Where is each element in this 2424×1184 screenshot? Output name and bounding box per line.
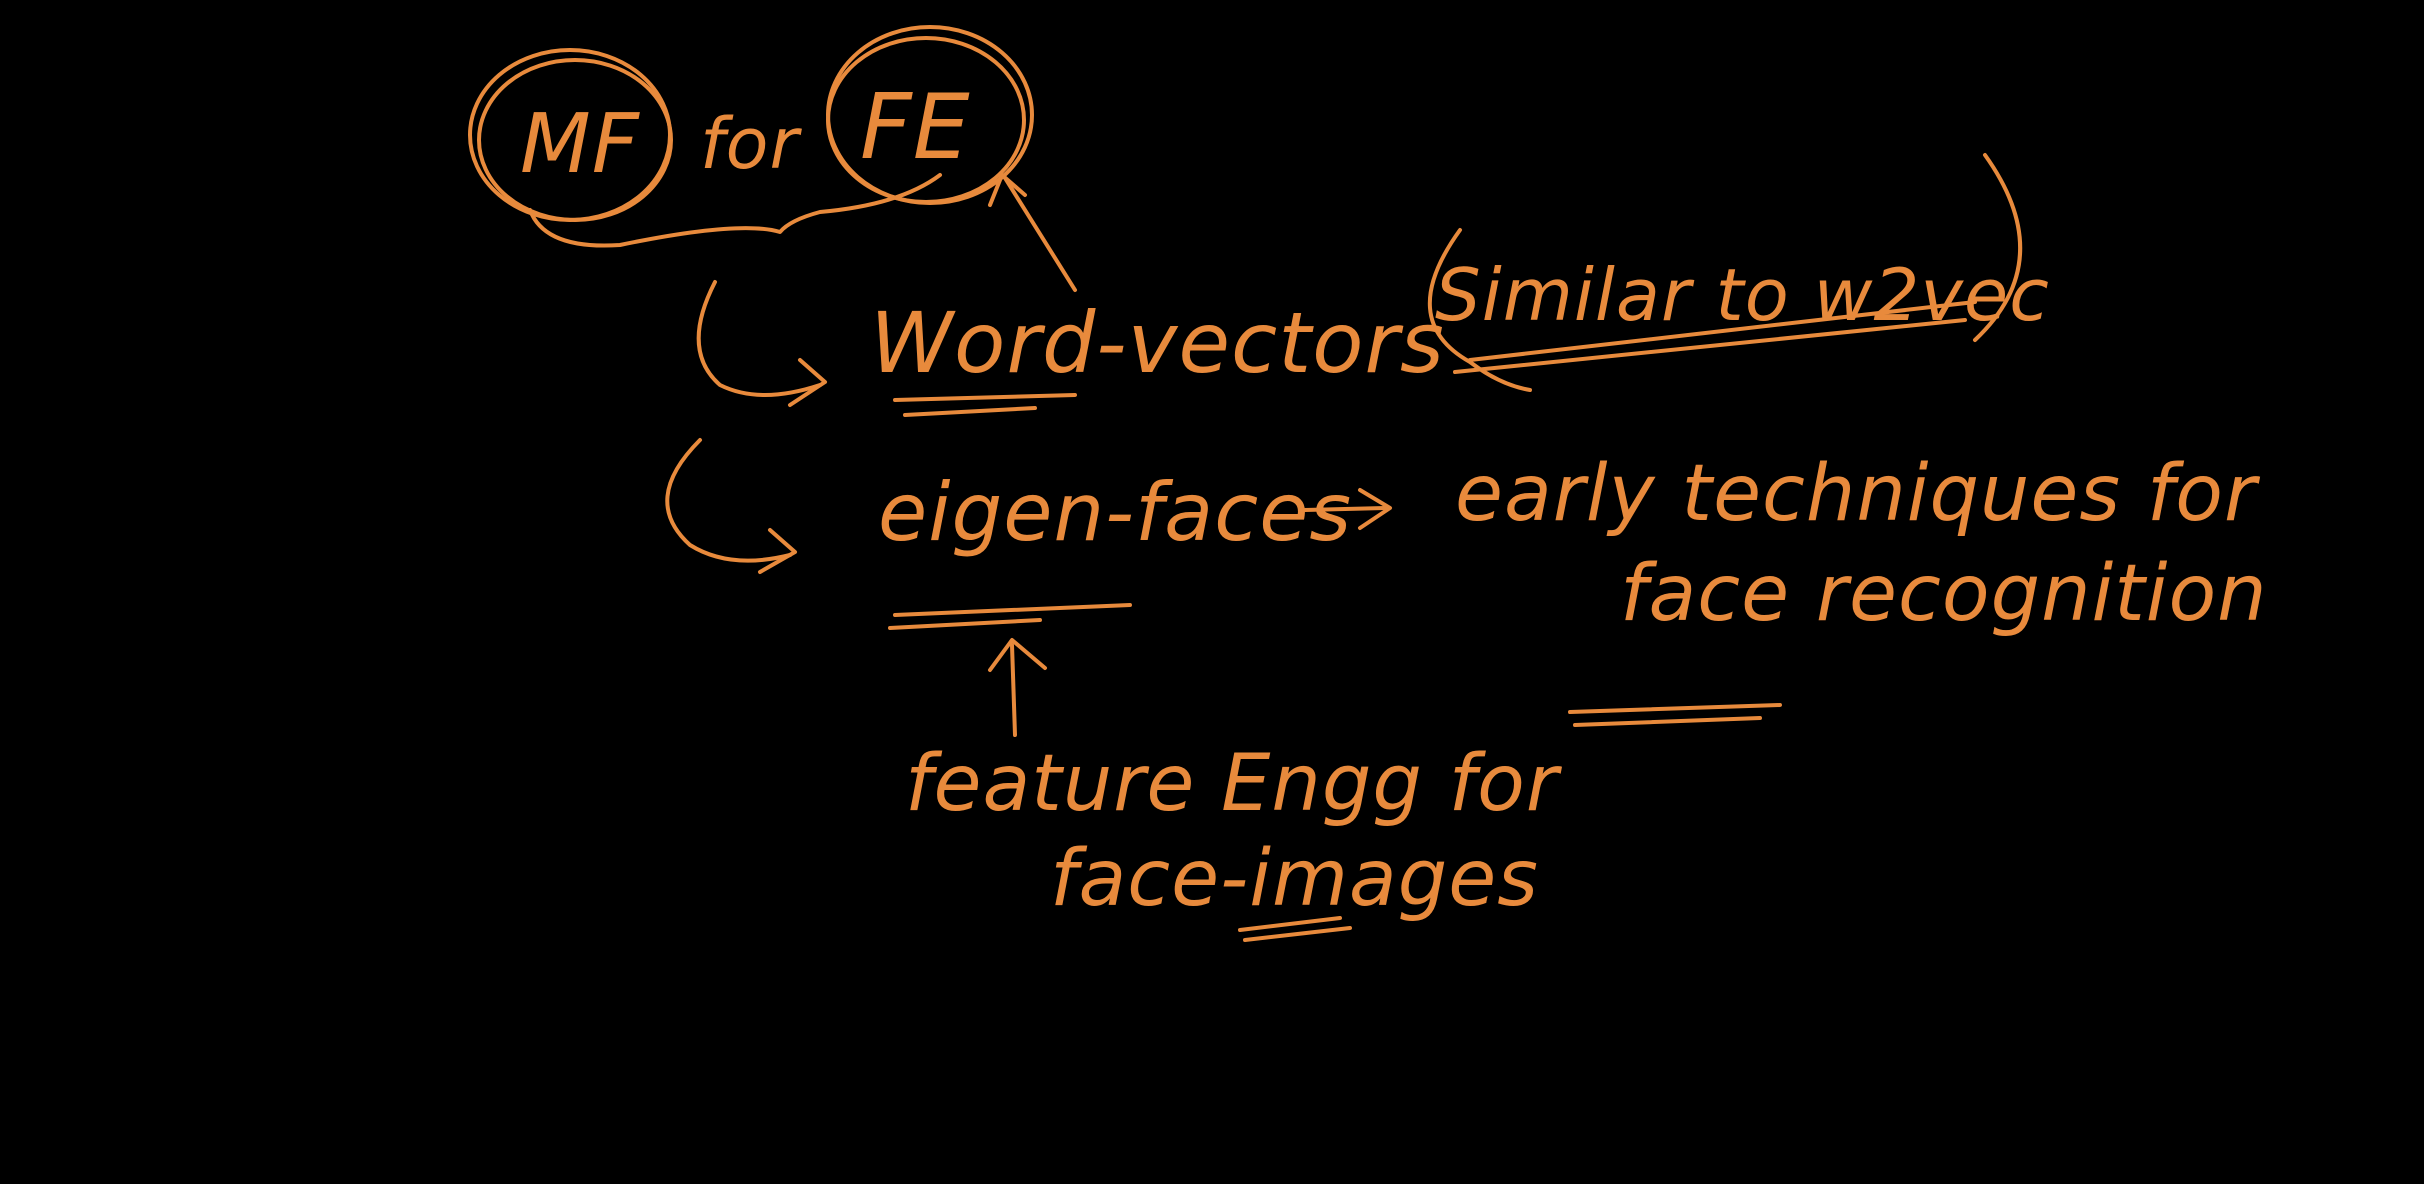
feature-engg-label: feature Engg for [905,739,1559,829]
hook-arrow-head-icon [790,360,825,405]
word-vectors-label: Word-vectors [870,294,1445,392]
images-underline-2-icon [1245,928,1350,940]
recognition-underline-icon [1570,705,1780,712]
similar-note-label: Similar to w2vec [1435,253,2050,337]
recognition-underline-2-icon [1575,718,1760,725]
word-underline-2-icon [905,408,1035,415]
hook-arrow-word-icon [699,282,820,395]
arrow-up-head-icon [990,640,1045,670]
fe-label: FE [860,75,971,180]
word-underline-icon [895,395,1075,400]
eigen-underline-2-icon [890,620,1040,628]
arrow-to-fe-icon [1005,178,1075,290]
for-label: for [700,103,800,185]
face-recognition-label: face recognition [1620,549,2268,639]
early-techniques-label: early techniques for [1455,449,2258,539]
hook-arrow-eigen-head-icon [760,530,795,572]
eigen-faces-label: eigen-faces [878,466,1353,559]
hook-arrow-eigen-icon [667,440,790,561]
eigen-underline-icon [895,605,1130,615]
mf-label: MF [520,97,640,192]
arrow-up-icon [1012,645,1015,735]
face-images-label: face-images [1050,834,1539,924]
arrow-right-icon [1305,508,1385,510]
